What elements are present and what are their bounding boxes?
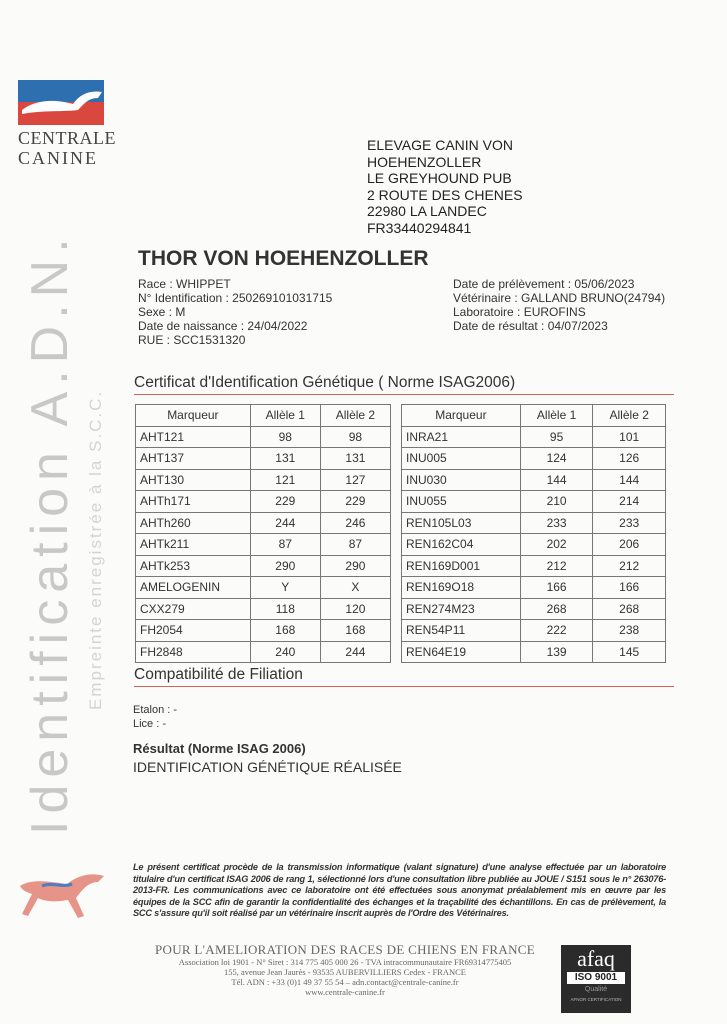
marker-cell: AHTh171 [136,491,251,513]
address-line: 22980 LA LANDEC [367,203,487,219]
table-row [136,491,391,513]
allele-cell: 98 [320,426,390,448]
allele-cell: 233 [520,512,593,534]
allele-cell: 246 [320,512,390,534]
brand-line1: CENTRALE [18,128,116,148]
footer-motto: POUR L'AMELIORATION DES RACES DE CHIENS EN FRANCE [155,942,535,957]
table-row [136,426,391,448]
address-line: 2 ROUTE DES CHENES [367,186,523,203]
column-header: Allèle 2 [593,405,666,427]
marker-cell: INU030 [402,469,521,491]
column-header: Marqueur [136,405,251,427]
table-row [402,598,666,620]
marker-cell: AHT121 [136,426,251,448]
table-row [402,641,666,663]
address-line: LE GREYHOUND PUB [367,170,512,186]
allele-cell: 144 [520,469,593,491]
afaq-iso: ISO 9001 [567,972,625,984]
result-date: Date de résultat : 04/07/2023 [453,319,608,333]
allele-cell: 238 [593,620,666,642]
allele-cell: 124 [520,448,593,470]
marker-cell: REN169O18 [402,577,521,599]
table-row [402,426,666,448]
allele-cell: 214 [593,491,666,513]
dog-illustration-icon [12,858,108,922]
allele-cell: 290 [250,555,320,577]
markers-table-right [401,404,666,663]
legal-notice: Le présent certificat procède de la transmission informatique (valant signature) d'une analyse effectuée par un laboratoire titulaire d'un certificat ISAG 2006 de rang 1, sélectionné lors d'une consultation libre publiée au JOUE / S151 sous le n° 263076-2013-FR. Les communications avec ce laboratoire ont été effectuées sous anonymat préalablement mis en œuvre par les équipes de la SCC afin de garantir la confidentialité des échanges et la traçabilité des échantillons. En cas de prélèvement, la SCC s'assure qu'il soit réalisé par un vétérinaire inscrit auprès de l'Ordre des Vétérinaires. [133,862,666,918]
column-header: Allèle 1 [520,405,593,427]
marker-cell: INU005 [402,448,521,470]
filiation-title: Compatibilité de Filiation [134,666,674,687]
veterinarian: Vétérinaire : GALLAND BRUNO(24794) [453,291,666,305]
dog-info-right [453,277,665,333]
allele-cell: 131 [250,448,320,470]
marker-cell: FH2848 [136,641,251,663]
marker-cell: REN274M23 [402,598,521,620]
watermark-subtitle: Empreinte enregistrée à la S.C.C. [86,389,105,710]
table-row [136,534,391,556]
identification-number: N° Identification : 250269101031715 [138,291,333,305]
allele-cell: 120 [320,598,390,620]
allele-cell: 210 [520,491,593,513]
result-value: IDENTIFICATION GÉNÉTIQUE RÉALISÉE [133,759,402,775]
marker-cell: INU055 [402,491,521,513]
address-line: ELEVAGE CANIN VON [367,137,514,153]
table-row [402,448,666,470]
sex: Sexe : M [138,305,186,319]
allele-cell: 229 [320,491,390,513]
allele-cell: 206 [593,534,666,556]
marker-cell: CXX279 [136,598,251,620]
allele-cell: 212 [520,555,593,577]
allele-cell: 101 [593,426,666,448]
allele-cell: 121 [250,469,320,491]
sire: Etalon : - [133,704,178,716]
allele-cell: 168 [320,620,390,642]
allele-cell: X [320,577,390,599]
dog-info-left [138,277,332,347]
brand-name [18,128,116,168]
table-row [402,577,666,599]
column-header: Marqueur [402,405,521,427]
footer-contact: Tél. ADN : +33 (0)1 49 37 55 54 – adn.contact@centrale-canine.fr [231,977,459,987]
table-row [136,641,391,663]
marker-cell: AHT137 [136,448,251,470]
allele-cell: 87 [250,534,320,556]
centrale-canine-logo [18,80,104,125]
table-row [402,469,666,491]
footer-line: 155, avenue Jean Jaurès - 93535 AUBERVILLIERS Cedex - FRANCE [223,967,466,977]
allele-cell: 268 [593,598,666,620]
allele-cell: 229 [250,491,320,513]
allele-cell: 166 [593,577,666,599]
filiation-info [133,703,177,731]
allele-cell: 233 [593,512,666,534]
table-row [402,555,666,577]
afaq-cert: AFNOR CERTIFICATION [570,997,622,1002]
table-row [136,598,391,620]
markers-table-left [135,404,391,663]
allele-cell: 168 [250,620,320,642]
afaq-iso-badge [561,945,631,1013]
marker-cell: AMELOGENIN [136,577,251,599]
marker-cell: REN105L03 [402,512,521,534]
afaq-name: afaq [577,946,615,971]
dog-silhouette-icon [18,80,104,125]
brand-line2: CANINE [18,148,98,168]
allele-cell: 98 [250,426,320,448]
table-row [136,512,391,534]
allele-cell: 87 [320,534,390,556]
laboratory: Laboratoire : EUROFINS [453,305,586,319]
marker-cell: AHT130 [136,469,251,491]
marker-cell: REN169D001 [402,555,521,577]
marker-cell: REN162C04 [402,534,521,556]
address-line: HOEHENZOLLER [367,153,482,170]
dam: Lice : - [133,718,167,730]
owner-address [367,137,523,236]
allele-cell: 118 [250,598,320,620]
allele-cell: 166 [520,577,593,599]
sampling-date: Date de prélèvement : 05/06/2023 [453,277,635,291]
footer-website: www.centrale-canine.fr [305,987,385,997]
column-header: Allèle 1 [250,405,320,427]
allele-cell: Y [250,577,320,599]
allele-cell: 244 [250,512,320,534]
table-row [402,534,666,556]
allele-cell: 268 [520,598,593,620]
marker-cell: INRA21 [402,426,521,448]
table-row [402,491,666,513]
marker-cell: AHTh260 [136,512,251,534]
allele-cell: 290 [320,555,390,577]
result-title: Résultat (Norme ISAG 2006) [133,741,306,756]
table-row [136,555,391,577]
allele-cell: 127 [320,469,390,491]
birth-date: Date de naissance : 24/04/2022 [138,319,308,333]
table-header-row [402,405,666,427]
rue-number: RUE : SCC1531320 [138,333,246,347]
table-row [136,620,391,642]
afaq-sub: Qualité [584,986,608,993]
certificate-title: Certificat d'Identification Génétique ( Norme ISAG2006) [134,374,674,395]
column-header: Allèle 2 [320,405,390,427]
address-line: FR33440294841 [367,219,472,236]
footer-line: Association loi 1901 - N° Siret : 314 775 405 000 26 - TVA intracommunautaire FR69314775405 [178,957,512,967]
allele-cell: 145 [593,641,666,663]
breed: Race : WHIPPET [138,277,231,291]
allele-cell: 131 [320,448,390,470]
table-row [136,448,391,470]
allele-cell: 202 [520,534,593,556]
marker-cell: FH2054 [136,620,251,642]
allele-cell: 95 [520,426,593,448]
allele-cell: 139 [520,641,593,663]
footer [140,942,550,997]
table-row [136,577,391,599]
allele-cell: 126 [593,448,666,470]
marker-cell: AHTk253 [136,555,251,577]
table-row [402,620,666,642]
allele-cell: 144 [593,469,666,491]
marker-cell: REN64E19 [402,641,521,663]
marker-cell: REN54P11 [402,620,521,642]
table-row [136,469,391,491]
allele-cell: 240 [250,641,320,663]
marker-cell: AHTk211 [136,534,251,556]
watermark-title: Identification A.D.N. [21,231,79,835]
table-row [402,512,666,534]
allele-cell: 222 [520,620,593,642]
allele-cell: 244 [320,641,390,663]
dog-name: THOR VON HOEHENZOLLER [138,247,429,270]
allele-cell: 212 [593,555,666,577]
table-header-row [136,405,391,427]
